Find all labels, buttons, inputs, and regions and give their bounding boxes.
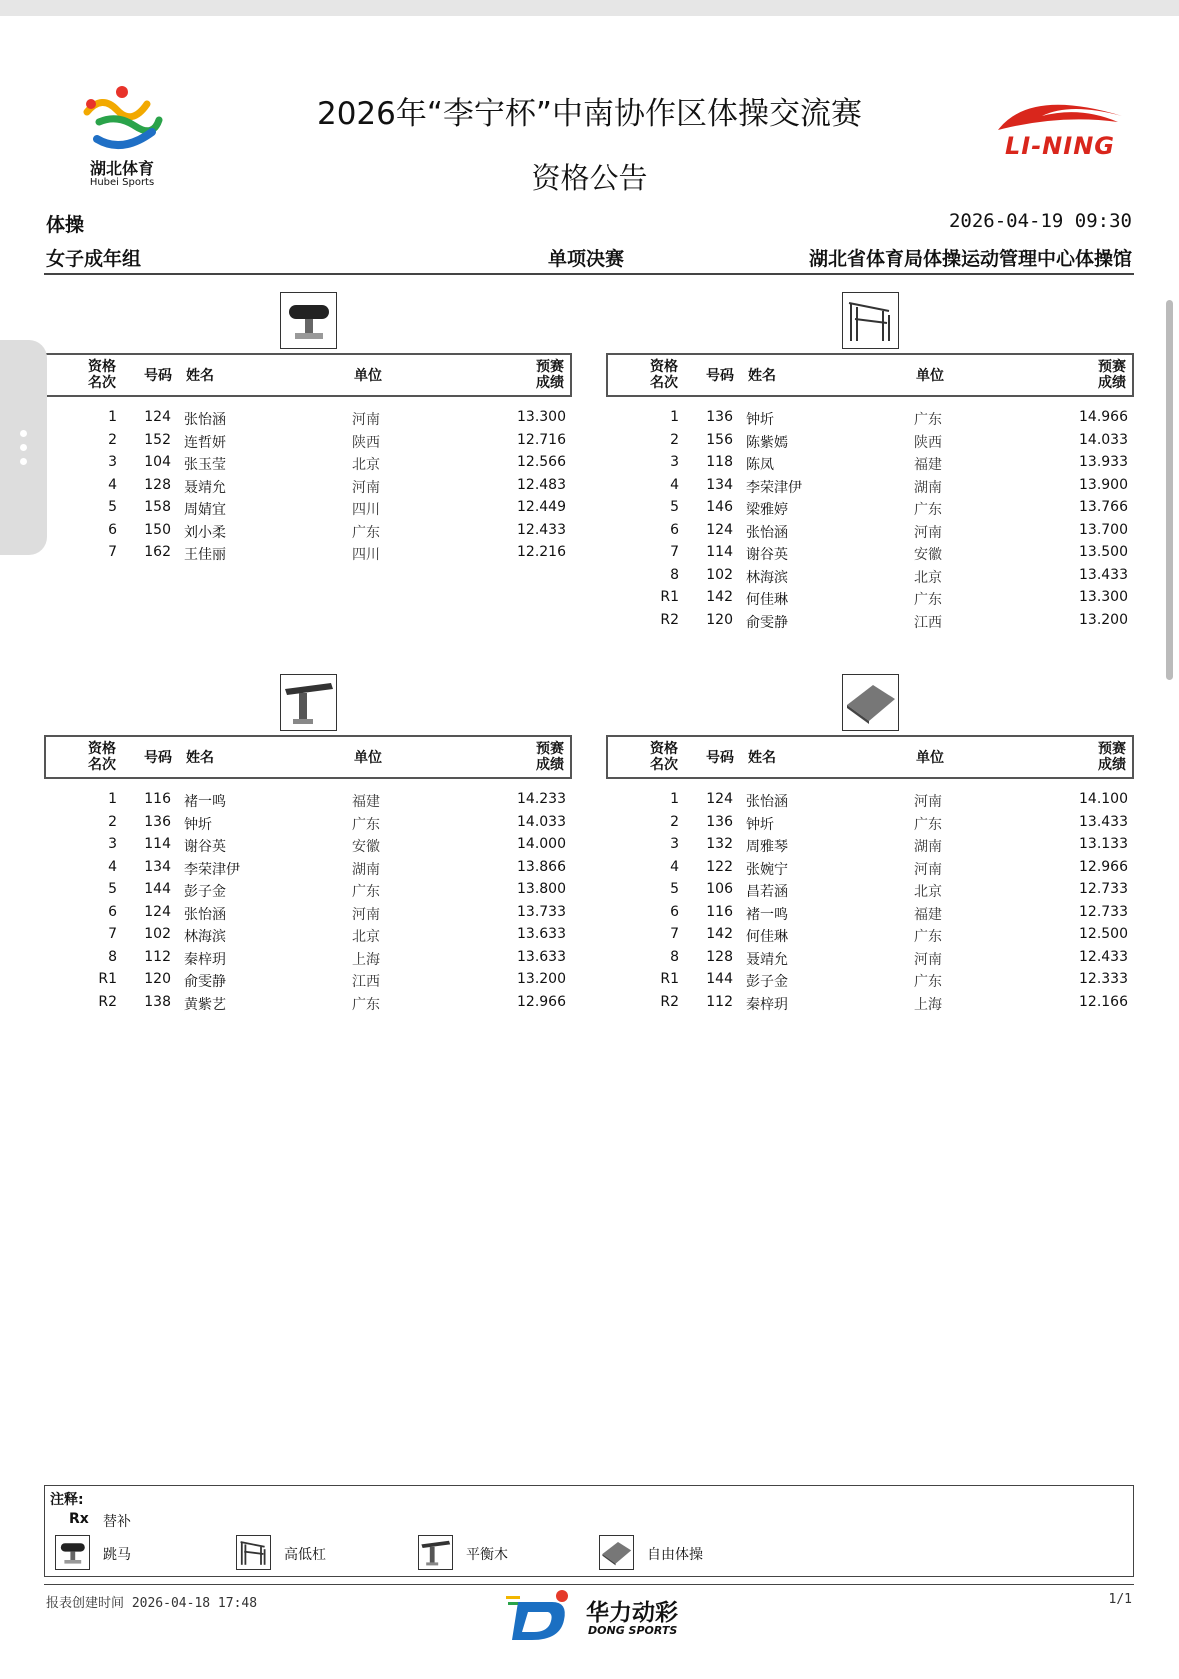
unit-cell: 江西 bbox=[352, 974, 380, 990]
unit-cell: 上海 bbox=[914, 996, 942, 1013]
bib-cell: 136 bbox=[144, 813, 171, 830]
bib-cell: 114 bbox=[144, 836, 171, 852]
table-row bbox=[44, 923, 572, 946]
bib-cell: 134 bbox=[144, 858, 171, 875]
unit-cell: 北京 bbox=[914, 884, 942, 900]
footer-divider bbox=[44, 1584, 1134, 1585]
score-cell: 13.933 bbox=[1079, 454, 1128, 470]
athlete-name-cell: 何佳琳 bbox=[746, 929, 788, 945]
bib-cell: 144 bbox=[706, 971, 733, 987]
unit-cell: 上海 bbox=[352, 951, 380, 968]
dong-sports-logo bbox=[506, 1588, 706, 1648]
unit-cell: 四川 bbox=[352, 547, 380, 563]
score-cell: 12.966 bbox=[517, 993, 566, 1010]
dong-sports-brand-en: DONG SPORTS bbox=[588, 1624, 678, 1637]
table-row bbox=[44, 406, 572, 429]
athlete-name-cell: 谢谷英 bbox=[746, 547, 788, 563]
athlete-name-cell: 彭子金 bbox=[184, 884, 226, 900]
notes-rx-label: 替补 bbox=[103, 1514, 131, 1530]
table-row bbox=[606, 541, 1134, 564]
athlete-name-cell: 秦梓玥 bbox=[746, 996, 788, 1013]
bib-cell: 124 bbox=[706, 791, 733, 807]
score-cell: 12.433 bbox=[1079, 948, 1128, 965]
bib-cell: 158 bbox=[144, 499, 171, 515]
rank-cell: 2 bbox=[670, 813, 679, 830]
rank-cell: R2 bbox=[660, 611, 679, 628]
table-row bbox=[606, 609, 1134, 632]
table-row bbox=[606, 901, 1134, 924]
athlete-name-cell: 陈紫嫣 bbox=[746, 434, 788, 451]
table-row bbox=[44, 519, 572, 542]
score-header: 预赛 成绩 bbox=[536, 359, 564, 391]
table-row bbox=[606, 429, 1134, 452]
bib-cell: 120 bbox=[706, 611, 733, 628]
athlete-name-cell: 李荣津伊 bbox=[184, 861, 240, 878]
unit-header: 单位 bbox=[354, 368, 382, 384]
table-row bbox=[606, 586, 1134, 609]
notes-box bbox=[44, 1485, 1134, 1577]
legend-vault-label: 跳马 bbox=[103, 1547, 131, 1563]
athlete-name-cell: 王佳丽 bbox=[184, 547, 226, 563]
bib-header: 号码 bbox=[706, 368, 734, 384]
name-header: 姓名 bbox=[748, 750, 776, 766]
table-row bbox=[606, 788, 1134, 811]
score-cell: 13.300 bbox=[517, 409, 566, 425]
rank-cell: 2 bbox=[670, 431, 679, 448]
athlete-name-cell: 钟圻 bbox=[746, 816, 774, 833]
athlete-name-cell: 钟圻 bbox=[184, 816, 212, 833]
table-header bbox=[44, 353, 572, 397]
score-cell: 13.800 bbox=[517, 881, 566, 897]
athlete-name-cell: 张怡涵 bbox=[184, 906, 226, 923]
balance-beam-qualification-panel bbox=[44, 735, 572, 1013]
score-cell: 13.633 bbox=[517, 926, 566, 942]
rank-cell: R1 bbox=[660, 589, 679, 605]
athlete-name-cell: 钟圻 bbox=[746, 412, 774, 428]
bib-header: 号码 bbox=[144, 368, 172, 384]
score-cell: 13.633 bbox=[517, 948, 566, 965]
athlete-name-cell: 周雅琴 bbox=[746, 839, 788, 855]
table-row bbox=[44, 541, 572, 564]
notes-title: 注释: bbox=[50, 1492, 84, 1508]
table-row bbox=[44, 856, 572, 879]
vault-icon bbox=[280, 292, 337, 349]
unit-cell: 广东 bbox=[914, 412, 942, 428]
rank-cell: 5 bbox=[670, 881, 679, 897]
athlete-name-cell: 连哲妍 bbox=[184, 434, 226, 451]
athlete-name-cell: 周婧宜 bbox=[184, 502, 226, 518]
table-row bbox=[606, 519, 1134, 542]
athlete-name-cell: 张怡涵 bbox=[746, 524, 788, 541]
score-cell: 13.200 bbox=[1079, 611, 1128, 628]
score-cell: 12.216 bbox=[517, 544, 566, 560]
unit-cell: 广东 bbox=[914, 502, 942, 518]
table-row bbox=[606, 474, 1134, 497]
page-subtitle: 资格公告 bbox=[531, 161, 648, 195]
athlete-name-cell: 谢谷英 bbox=[184, 839, 226, 855]
unit-cell: 广东 bbox=[914, 929, 942, 945]
score-cell: 13.200 bbox=[517, 971, 566, 987]
table-row bbox=[606, 406, 1134, 429]
phase-label: 单项决赛 bbox=[548, 248, 625, 270]
rank-cell: 3 bbox=[108, 454, 117, 470]
unit-cell: 北京 bbox=[352, 457, 380, 473]
bib-cell: 128 bbox=[144, 476, 171, 493]
rank-cell: 8 bbox=[670, 566, 679, 583]
score-cell: 12.966 bbox=[1079, 858, 1128, 875]
notes-rx-code: Rx bbox=[69, 1511, 89, 1527]
score-header: 预赛 成绩 bbox=[536, 741, 564, 773]
table-row bbox=[44, 429, 572, 452]
table-row bbox=[44, 451, 572, 474]
rank-cell: R2 bbox=[660, 993, 679, 1010]
bib-cell: 124 bbox=[144, 903, 171, 920]
unit-cell: 安徽 bbox=[352, 839, 380, 855]
table-row bbox=[44, 811, 572, 834]
group-label: 女子成年组 bbox=[46, 248, 142, 270]
athlete-name-cell: 刘小柔 bbox=[184, 524, 226, 541]
legend-floor-exercise-label: 自由体操 bbox=[647, 1547, 703, 1563]
unit-cell: 陕西 bbox=[914, 434, 942, 451]
table-row bbox=[44, 474, 572, 497]
score-cell: 12.733 bbox=[1079, 881, 1128, 897]
rank-cell: 3 bbox=[670, 836, 679, 852]
rank-cell: 7 bbox=[108, 926, 117, 942]
athlete-name-cell: 张怡涵 bbox=[184, 412, 226, 428]
bib-cell: 142 bbox=[706, 926, 733, 942]
bib-cell: 116 bbox=[144, 791, 171, 807]
athlete-name-cell: 陈凤 bbox=[746, 457, 774, 473]
rank-cell: R1 bbox=[660, 971, 679, 987]
score-cell: 14.966 bbox=[1079, 409, 1128, 425]
table-row bbox=[44, 946, 572, 969]
sport-label: 体操 bbox=[46, 214, 85, 236]
athlete-name-cell: 褚一鸣 bbox=[184, 794, 226, 810]
table-row bbox=[606, 811, 1134, 834]
unit-cell: 广东 bbox=[352, 996, 380, 1013]
page-scrollbar[interactable] bbox=[1166, 300, 1173, 680]
bib-cell: 152 bbox=[144, 431, 171, 448]
bib-cell: 120 bbox=[144, 971, 171, 987]
unit-cell: 广东 bbox=[914, 592, 942, 608]
unit-cell: 河南 bbox=[352, 412, 380, 428]
athlete-name-cell: 何佳琳 bbox=[746, 592, 788, 608]
li-ning-logo-text: LI-NING bbox=[1005, 132, 1115, 160]
rank-header: 资格 名次 bbox=[650, 359, 678, 391]
bib-cell: 112 bbox=[144, 948, 171, 965]
athlete-name-cell: 张怡涵 bbox=[746, 794, 788, 810]
unit-cell: 北京 bbox=[914, 569, 942, 586]
table-header bbox=[606, 353, 1134, 397]
side-menu-tab[interactable] bbox=[0, 340, 47, 555]
score-cell: 13.433 bbox=[1079, 566, 1128, 583]
table-row bbox=[606, 968, 1134, 991]
unit-cell: 湖南 bbox=[352, 861, 380, 878]
legend-balance-beam-label: 平衡木 bbox=[466, 1547, 508, 1563]
score-cell: 14.100 bbox=[1079, 791, 1128, 807]
unit-cell: 河南 bbox=[914, 794, 942, 810]
floor-exercise-qualification-panel bbox=[606, 735, 1134, 1013]
bib-cell: 116 bbox=[706, 903, 733, 920]
table-row bbox=[606, 451, 1134, 474]
rank-cell: 2 bbox=[108, 813, 117, 830]
score-header: 预赛 成绩 bbox=[1098, 741, 1126, 773]
bib-cell: 104 bbox=[144, 454, 171, 470]
rank-cell: 1 bbox=[108, 409, 117, 425]
score-cell: 13.433 bbox=[1079, 813, 1128, 830]
rank-cell: 8 bbox=[670, 948, 679, 965]
score-cell: 12.500 bbox=[1079, 926, 1128, 942]
athlete-name-cell: 俞雯静 bbox=[746, 614, 788, 631]
score-cell: 12.566 bbox=[517, 454, 566, 470]
athlete-name-cell: 林海滨 bbox=[746, 569, 788, 586]
rank-cell: 5 bbox=[108, 499, 117, 515]
bib-cell: 146 bbox=[706, 499, 733, 515]
rank-cell: 4 bbox=[108, 476, 117, 493]
table-row bbox=[606, 496, 1134, 519]
floor-exercise-icon bbox=[599, 1535, 634, 1570]
rank-cell: 6 bbox=[670, 521, 679, 538]
unit-cell: 陕西 bbox=[352, 434, 380, 451]
page-title: 2026年“李宁杯”中南协作区体操交流赛 bbox=[316, 96, 862, 132]
bib-cell: 112 bbox=[706, 993, 733, 1010]
unit-cell: 广东 bbox=[914, 816, 942, 833]
score-cell: 12.166 bbox=[1079, 993, 1128, 1010]
rank-cell: 7 bbox=[670, 544, 679, 560]
score-cell: 13.500 bbox=[1079, 544, 1128, 560]
legend-uneven-bars-label: 高低杠 bbox=[284, 1547, 326, 1563]
score-cell: 13.866 bbox=[517, 858, 566, 875]
score-header: 预赛 成绩 bbox=[1098, 359, 1126, 391]
score-cell: 13.900 bbox=[1079, 476, 1128, 493]
bib-cell: 136 bbox=[706, 813, 733, 830]
rank-cell: 4 bbox=[108, 858, 117, 875]
table-row bbox=[44, 878, 572, 901]
name-header: 姓名 bbox=[748, 368, 776, 384]
menu-dot-icon bbox=[20, 458, 27, 465]
bib-header: 号码 bbox=[706, 750, 734, 766]
rank-cell: 2 bbox=[108, 431, 117, 448]
table-row bbox=[606, 833, 1134, 856]
vault-icon bbox=[55, 1535, 90, 1570]
bib-cell: 136 bbox=[706, 409, 733, 425]
bib-cell: 142 bbox=[706, 589, 733, 605]
athlete-name-cell: 褚一鸣 bbox=[746, 906, 788, 923]
vault-qualification-panel bbox=[44, 353, 572, 564]
unit-cell: 北京 bbox=[352, 929, 380, 945]
rank-cell: R2 bbox=[98, 993, 117, 1010]
athlete-name-cell: 李荣津伊 bbox=[746, 479, 802, 496]
score-cell: 14.000 bbox=[517, 836, 566, 852]
table-row bbox=[44, 496, 572, 519]
unit-cell: 河南 bbox=[914, 524, 942, 541]
rank-cell: 3 bbox=[670, 454, 679, 470]
score-cell: 12.716 bbox=[517, 431, 566, 448]
page-number: 1/1 bbox=[1108, 1592, 1132, 1607]
bib-cell: 134 bbox=[706, 476, 733, 493]
athlete-name-cell: 梁雅婷 bbox=[746, 502, 788, 518]
athlete-name-cell: 聂靖允 bbox=[746, 951, 788, 968]
header-divider bbox=[44, 273, 1134, 275]
rank-header: 资格 名次 bbox=[88, 741, 116, 773]
rank-cell: 3 bbox=[108, 836, 117, 852]
unit-cell: 广东 bbox=[352, 524, 380, 541]
score-cell: 14.033 bbox=[1079, 431, 1128, 448]
table-row bbox=[44, 788, 572, 811]
dong-sports-emblem-icon bbox=[506, 1588, 572, 1644]
table-row bbox=[606, 878, 1134, 901]
rank-cell: 4 bbox=[670, 476, 679, 493]
table-row bbox=[606, 946, 1134, 969]
table-row bbox=[606, 856, 1134, 879]
rank-cell: 8 bbox=[108, 948, 117, 965]
rank-cell: 6 bbox=[108, 521, 117, 538]
uneven-bars-icon bbox=[236, 1535, 271, 1570]
balance-beam-icon bbox=[418, 1535, 453, 1570]
table-row bbox=[44, 968, 572, 991]
table-row bbox=[606, 991, 1134, 1014]
athlete-name-cell: 秦梓玥 bbox=[184, 951, 226, 968]
score-cell: 13.700 bbox=[1079, 521, 1128, 538]
unit-cell: 河南 bbox=[352, 479, 380, 496]
bib-cell: 132 bbox=[706, 836, 733, 852]
score-cell: 13.766 bbox=[1079, 499, 1128, 515]
rank-cell: 7 bbox=[108, 544, 117, 560]
table-header bbox=[44, 735, 572, 779]
unit-cell: 广东 bbox=[352, 884, 380, 900]
rank-header: 资格 名次 bbox=[650, 741, 678, 773]
score-cell: 13.133 bbox=[1079, 836, 1128, 852]
table-row bbox=[606, 564, 1134, 587]
bib-cell: 124 bbox=[706, 521, 733, 538]
report-datetime: 2026-04-19 09:30 bbox=[948, 210, 1132, 232]
unit-cell: 湖南 bbox=[914, 479, 942, 496]
bib-cell: 118 bbox=[706, 454, 733, 470]
unit-cell: 福建 bbox=[352, 794, 380, 810]
athlete-name-cell: 俞雯静 bbox=[184, 974, 226, 990]
unit-cell: 河南 bbox=[352, 906, 380, 923]
balance-beam-icon bbox=[280, 674, 337, 731]
table-row bbox=[44, 833, 572, 856]
menu-dot-icon bbox=[20, 430, 27, 437]
athlete-name-cell: 林海滨 bbox=[184, 929, 226, 945]
athlete-name-cell: 张婉宁 bbox=[746, 861, 788, 878]
bib-cell: 144 bbox=[144, 881, 171, 897]
bib-cell: 150 bbox=[144, 521, 171, 538]
score-cell: 13.300 bbox=[1079, 589, 1128, 605]
table-row bbox=[44, 991, 572, 1014]
unit-cell: 福建 bbox=[914, 906, 942, 923]
bib-cell: 124 bbox=[144, 409, 171, 425]
score-cell: 13.733 bbox=[517, 903, 566, 920]
bib-cell: 162 bbox=[144, 544, 171, 560]
name-header: 姓名 bbox=[186, 368, 214, 384]
bib-cell: 138 bbox=[144, 993, 171, 1010]
rank-cell: 6 bbox=[670, 903, 679, 920]
unit-cell: 福建 bbox=[914, 457, 942, 473]
athlete-name-cell: 黄紫艺 bbox=[184, 996, 226, 1013]
bib-cell: 102 bbox=[706, 566, 733, 583]
score-cell: 12.449 bbox=[517, 499, 566, 515]
rank-cell: 6 bbox=[108, 903, 117, 920]
report-created-time: 报表创建时间 2026-04-18 17:48 bbox=[46, 1596, 258, 1611]
hubei-sports-logo-subtext: Hubei Sports bbox=[89, 177, 155, 188]
rank-header: 资格 名次 bbox=[88, 359, 116, 391]
report-page bbox=[0, 16, 1179, 1679]
unit-cell: 广东 bbox=[352, 816, 380, 833]
unit-cell: 河南 bbox=[914, 861, 942, 878]
venue-label: 湖北省体育局体操运动管理中心体操馆 bbox=[808, 248, 1132, 270]
table-header bbox=[606, 735, 1134, 779]
floor-exercise-icon bbox=[842, 674, 899, 731]
rank-cell: 5 bbox=[108, 881, 117, 897]
bib-cell: 122 bbox=[706, 858, 733, 875]
unit-cell: 四川 bbox=[352, 502, 380, 518]
rank-cell: 1 bbox=[108, 791, 117, 807]
athlete-name-cell: 昌若涵 bbox=[746, 884, 788, 900]
athlete-name-cell: 张玉莹 bbox=[184, 457, 226, 473]
score-cell: 12.433 bbox=[517, 521, 566, 538]
hubei-sports-logo-text: 湖北体育 bbox=[89, 159, 154, 178]
table-row bbox=[606, 923, 1134, 946]
score-cell: 12.733 bbox=[1079, 903, 1128, 920]
score-cell: 14.033 bbox=[517, 813, 566, 830]
athlete-name-cell: 聂靖允 bbox=[184, 479, 226, 496]
rank-cell: 7 bbox=[670, 926, 679, 942]
rank-cell: 5 bbox=[670, 499, 679, 515]
unit-header: 单位 bbox=[916, 750, 944, 766]
bib-cell: 114 bbox=[706, 544, 733, 560]
score-cell: 12.333 bbox=[1079, 971, 1128, 987]
table-row bbox=[44, 901, 572, 924]
rank-cell: 1 bbox=[670, 409, 679, 425]
unit-cell: 湖南 bbox=[914, 839, 942, 855]
uneven-bars-qualification-panel bbox=[606, 353, 1134, 631]
bib-cell: 102 bbox=[144, 926, 171, 942]
unit-cell: 广东 bbox=[914, 974, 942, 990]
unit-cell: 安徽 bbox=[914, 547, 942, 563]
dong-sports-brand-cn: 华力动彩 bbox=[586, 1600, 678, 1626]
name-header: 姓名 bbox=[186, 750, 214, 766]
bib-header: 号码 bbox=[144, 750, 172, 766]
rank-cell: R1 bbox=[98, 971, 117, 987]
uneven-bars-icon bbox=[842, 292, 899, 349]
unit-header: 单位 bbox=[916, 368, 944, 384]
menu-dot-icon bbox=[20, 444, 27, 451]
bib-cell: 128 bbox=[706, 948, 733, 965]
unit-header: 单位 bbox=[354, 750, 382, 766]
rank-cell: 4 bbox=[670, 858, 679, 875]
unit-cell: 江西 bbox=[914, 614, 942, 631]
score-cell: 14.233 bbox=[517, 791, 566, 807]
score-cell: 12.483 bbox=[517, 476, 566, 493]
bib-cell: 106 bbox=[706, 881, 733, 897]
bib-cell: 156 bbox=[706, 431, 733, 448]
athlete-name-cell: 彭子金 bbox=[746, 974, 788, 990]
unit-cell: 河南 bbox=[914, 951, 942, 968]
rank-cell: 1 bbox=[670, 791, 679, 807]
